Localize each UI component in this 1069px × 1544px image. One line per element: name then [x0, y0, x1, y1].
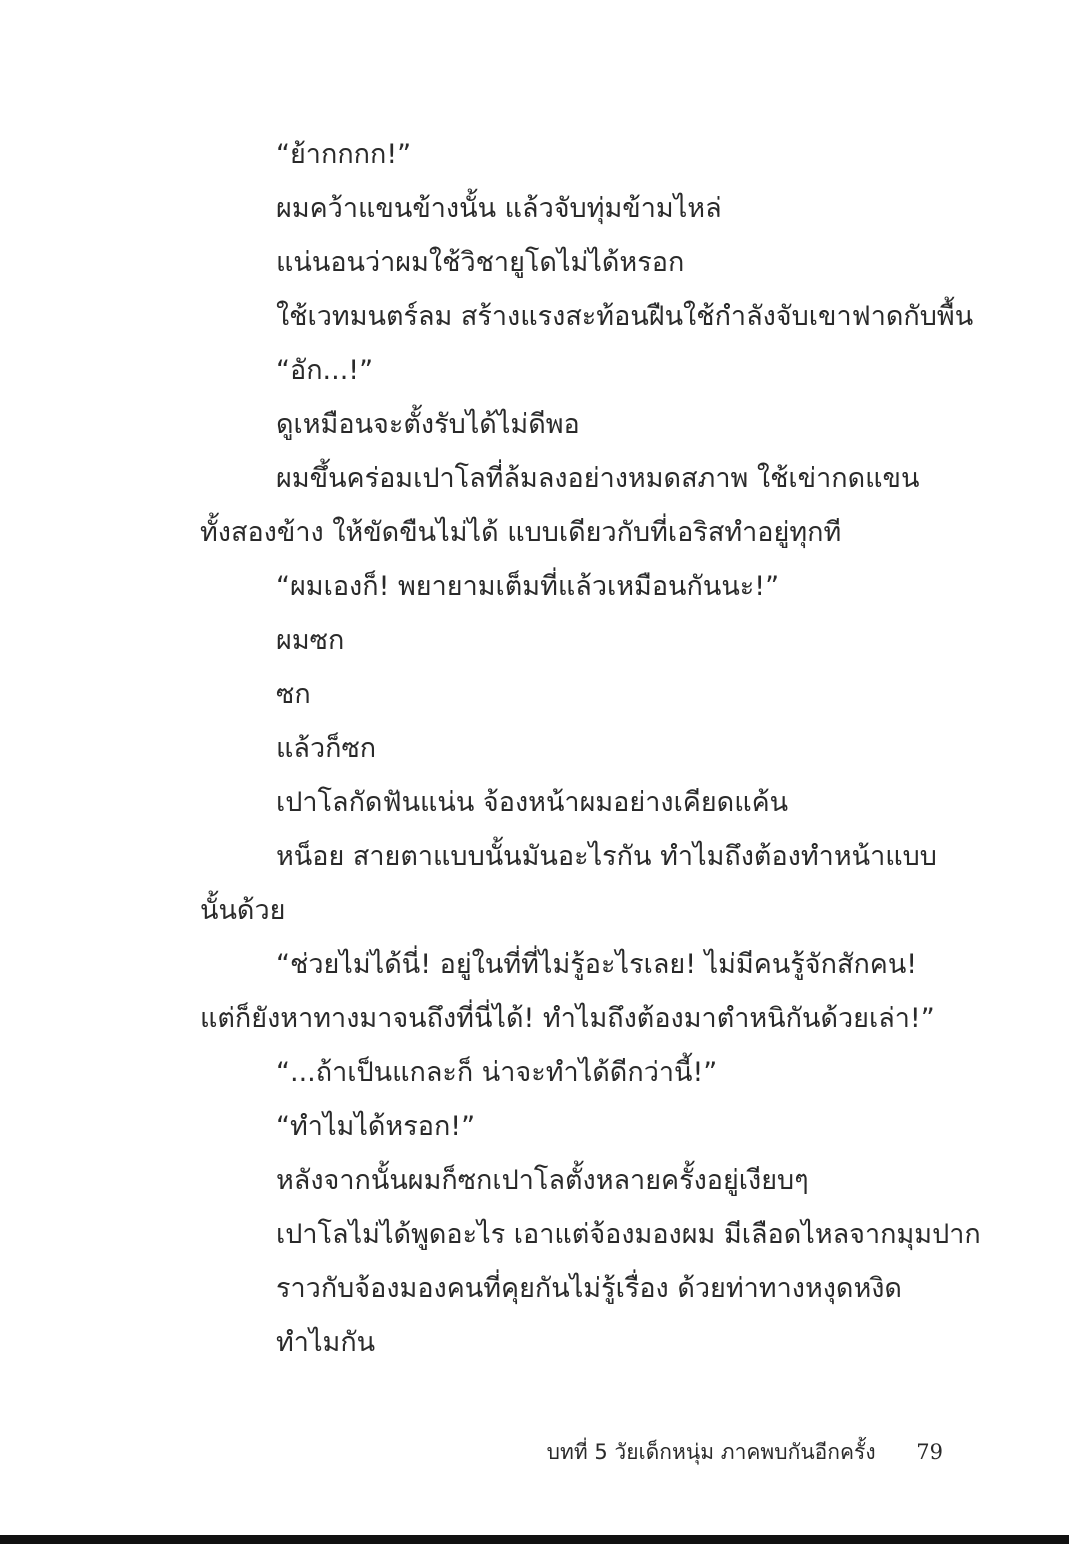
- bottom-border: [0, 1535, 1069, 1544]
- paragraph: ผมซก: [276, 625, 345, 656]
- chapter-title: บทที่ 5 วัยเด็กหนุ่ม ภาคพบกันอีกครั้ง: [546, 1440, 876, 1464]
- paragraph: ราวกับจ้องมองคนที่คุยกันไม่รู้เรื่อง ด้วยท่าทางหงุดหงิด: [276, 1273, 902, 1304]
- paragraph: ซก: [276, 679, 311, 710]
- paragraph: ผมคว้าแขนข้างนั้น แล้วจับทุ่มข้ามไหล่: [276, 193, 722, 224]
- paragraph: ทำไมกัน: [276, 1327, 376, 1358]
- paragraph: แน่นอนว่าผมใช้วิชายูโดไม่ได้หรอก: [276, 247, 685, 278]
- paragraph: “...ถ้าเป็นแกละก็ น่าจะทำได้ดีกว่านี้!”: [276, 1057, 718, 1088]
- paragraph: “อัก...!”: [276, 355, 374, 386]
- page-number: 79: [916, 1440, 943, 1464]
- paragraph: หน็อย สายตาแบบนั้นมันอะไรกัน ทำไมถึงต้องทำหน้าแบบนั้นด้วย: [200, 841, 937, 926]
- paragraph: แล้วก็ซก: [276, 733, 377, 764]
- paragraph: ดูเหมือนจะตั้งรับได้ไม่ดีพอ: [276, 409, 580, 440]
- paragraph: ใช้เวทมนตร์ลม สร้างแรงสะท้อนฝืนใช้กำลังจับเขาฟาดกับพื้น: [276, 301, 974, 332]
- paragraph: เปาโลไม่ได้พูดอะไร เอาแต่จ้องมองผม มีเลือดไหลจากมุมปาก: [276, 1219, 981, 1250]
- paragraph: หลังจากนั้นผมก็ซกเปาโลตั้งหลายครั้งอยู่เงียบๆ: [276, 1165, 809, 1196]
- paragraph: “ผมเองก็! พยายามเต็มที่แล้วเหมือนกันนะ!”: [276, 571, 780, 602]
- paragraph: เปาโลกัดฟันแน่น จ้องหน้าผมอย่างเคียดแค้น: [276, 787, 789, 818]
- body-text: [200, 128, 981, 1370]
- paragraph: ผมขึ้นคร่อมเปาโลที่ล้มลงอย่างหมดสภาพ ใช้เข่ากดแขนทั้งสองข้าง ให้ขัดขืนไม่ได้ แบบเดียวกับที่เอริสทำอยู่ทุกที: [200, 463, 920, 548]
- paragraph: “ทำไมได้หรอก!”: [276, 1111, 476, 1142]
- page-footer: [547, 1436, 943, 1469]
- paragraph: “ย้ากกกก!”: [276, 139, 412, 170]
- paragraph: “ช่วยไม่ได้นี่! อยู่ในที่ที่ไม่รู้อะไรเลย! ไม่มีคนรู้จักสักคน! แต่ก็ยังหาทางมาจนถึงที่นี่ได้! ทำไมถึงต้องมาตำหนิกันด้วยเล่า!”: [200, 949, 935, 1034]
